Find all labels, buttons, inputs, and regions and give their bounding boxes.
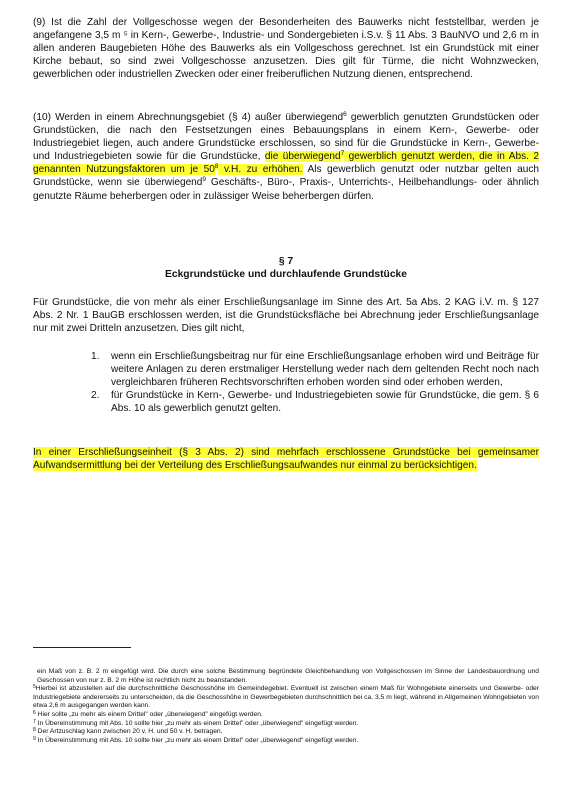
section-title: Eckgrundstücke und durchlaufende Grundstücke (164, 269, 408, 280)
footnote-mark: 6 (33, 709, 36, 716)
footnote-text: In Übereinstimmung mit Abs. 10 sollte hier „zu mehr als einem Drittel" oder „überwiegend" eingefügt werden. (37, 736, 359, 744)
footnote-mark: 8 (33, 727, 36, 734)
para10-text-2: gewerblich genutzten Grundstücken oder Grundstücken, die nach den Festsetzungen eines Bebauungsplans in einem Kern-, Gewerbe- oder Industriegebiet liegen, auch andere Grundstücke erschlossen, so sind für die Grundstücke in Kern-, Gewerbe- und Industriegebieten sowie für die Grundstücke, (33, 112, 539, 163)
footnote-mark: 9 (33, 735, 36, 742)
list-item-number: 2. (91, 390, 100, 402)
para10-text-4: Geschäfts-, Büro-, Praxis-, Unterrichts-, Heilbehandlungs- oder ähnlich genutzte Räume beherbergen oder in zulässiger Weise beherbergen dürfen. (33, 177, 540, 202)
highlight-1: die überwiegend (264, 151, 341, 163)
paragraph-10 (33, 111, 539, 203)
list-item (33, 389, 539, 415)
footnote-ref-6: 6 (343, 111, 347, 118)
footnote-ref-9: 9 (202, 176, 207, 184)
footnote-text: Hier sollte „zu mehr als einem Drittel" oder „überwiegend" eingefügt werden. (37, 710, 263, 718)
footnote-text: In Übereinstimmung mit Abs. 10 sollte hier „zu mehr als einem Drittel" oder „überwiegend" eingefügt werden. (37, 719, 359, 727)
section-number: § 7 (278, 256, 294, 267)
footnote-mark: 5 (33, 684, 36, 691)
list-item (33, 350, 539, 389)
footnote-continuation: ein Maß von z. B. 2 m eingefügt wird. Die durch eine solche Bestimmung begründete Gleichbehandlung von Vollgeschossen im Sinne der Landesbauordnung und Geschossen von nur z. B. 2 m Höhe ist rechtlich nicht zu beanstanden. (37, 668, 539, 684)
list-item-text: wenn ein Erschließungsbeitrag nur für eine Erschließungsanlage erhoben wird und Beiträge für weitere Anlagen zu deren erstmaliger Herstellung weder nach dem geltenden Recht noch nach vergleichbaren früheren Rechtsvorschriften erhoben worden sind oder erhoben werden, (111, 351, 539, 389)
footnote-ref-8: 8 (214, 163, 219, 171)
footnote-5 (33, 685, 539, 711)
list-item-text: für Grundstücke in Kern-, Gewerbe- und Industriegebieten sowie für Grundstücke, die gem. § 6 Abs. 10 als gewerblich genutzt gelten. (111, 390, 539, 415)
footnote-9 (33, 737, 539, 746)
paragraph-highlighted (33, 446, 539, 472)
footnote-text: Der Artzuschlag kann zwischen 20 v. H. und 50 v. H. betragen. (37, 728, 223, 736)
footnote-mark: 7 (33, 718, 36, 725)
highlight-3: v.H. zu erhöhen. (218, 164, 303, 176)
footnote-8 (33, 728, 539, 737)
numbered-list (33, 350, 539, 415)
footnote-7 (33, 720, 539, 729)
para10-text-1: (10) Werden in einem Abrechnungsgebiet (§ 4) außer überwiegend (33, 112, 344, 123)
footnote-text: Hierbei ist abzustellen auf die durchschnittliche Geschosshöhe im Gemeindegebiet. Eventuell ist zwischen einem Maß für Wohngebiete einerseits und Gewerbe- oder Industriegebiete andererseits zu unterscheiden, da die Geschosshöhe in Gewerbegebieten durchschnittlich bei ca. 3,5 m liegt, während in Allgemeinen Wohngebieten von etwa 2,6 m ausgegangen werden kann. (33, 685, 539, 710)
footnote-ref-7: 7 (340, 150, 345, 158)
highlight-paragraph: In einer Erschließungseinheit (§ 3 Abs. 2) sind mehrfach erschlossene Grundstücke bei gemeinsamer Aufwandsermittlung bei der Verteilung des Erschließungsaufwandes nur einmal zu berücksichtigen. (33, 447, 539, 472)
footnote-separator (33, 647, 131, 648)
highlight-2: gewerblich genutzt werden, die in Abs. 2 genannten Nutzungsfaktoren um je 50 (33, 151, 540, 176)
footnote-6 (33, 711, 539, 720)
paragraph-9: (9) Ist die Zahl der Vollgeschosse wegen der Besonderheiten des Bauwerks nicht feststellbar, werden je angefangene 3,5 m ⁵ in Kern-, Gewerbe-, Industrie- und Sondergebieten i.S.v. § 11 Abs. 3 BauNVO und 2,6 m in allen anderen Baugebieten Höhe des Bauwerks als ein Vollgeschoss gerechnet. Ist ein Grundstück mit einer Kirche bebaut, so sind zwei Vollgeschosse anzusetzen. Dies gilt für Türme, die nicht Wohnzwecken, gewerblichen oder industriellen Zwecken oder einer freiberuflichen Nutzung dienen, entsprechend. (33, 17, 539, 81)
footnotes (33, 668, 539, 745)
paragraph-intro: Für Grundstücke, die von mehr als einer Erschließungsanlage im Sinne des Art. 5a Abs. 2 KAG i.V. m. § 127 Abs. 2 Nr. 1 BauGB erschlossen werden, ist die Grundstücksfläche bei Abrechnung jeder Erschließungsanlage nur mit zwei Dritteln anzusetzen. Dies gilt nicht, (33, 297, 539, 335)
para10-text-3: Als gewerblich genutzt oder nutzbar gelten auch Grundstücke, wenn sie überwiegend (33, 164, 540, 189)
list-item-number: 1. (91, 351, 100, 362)
